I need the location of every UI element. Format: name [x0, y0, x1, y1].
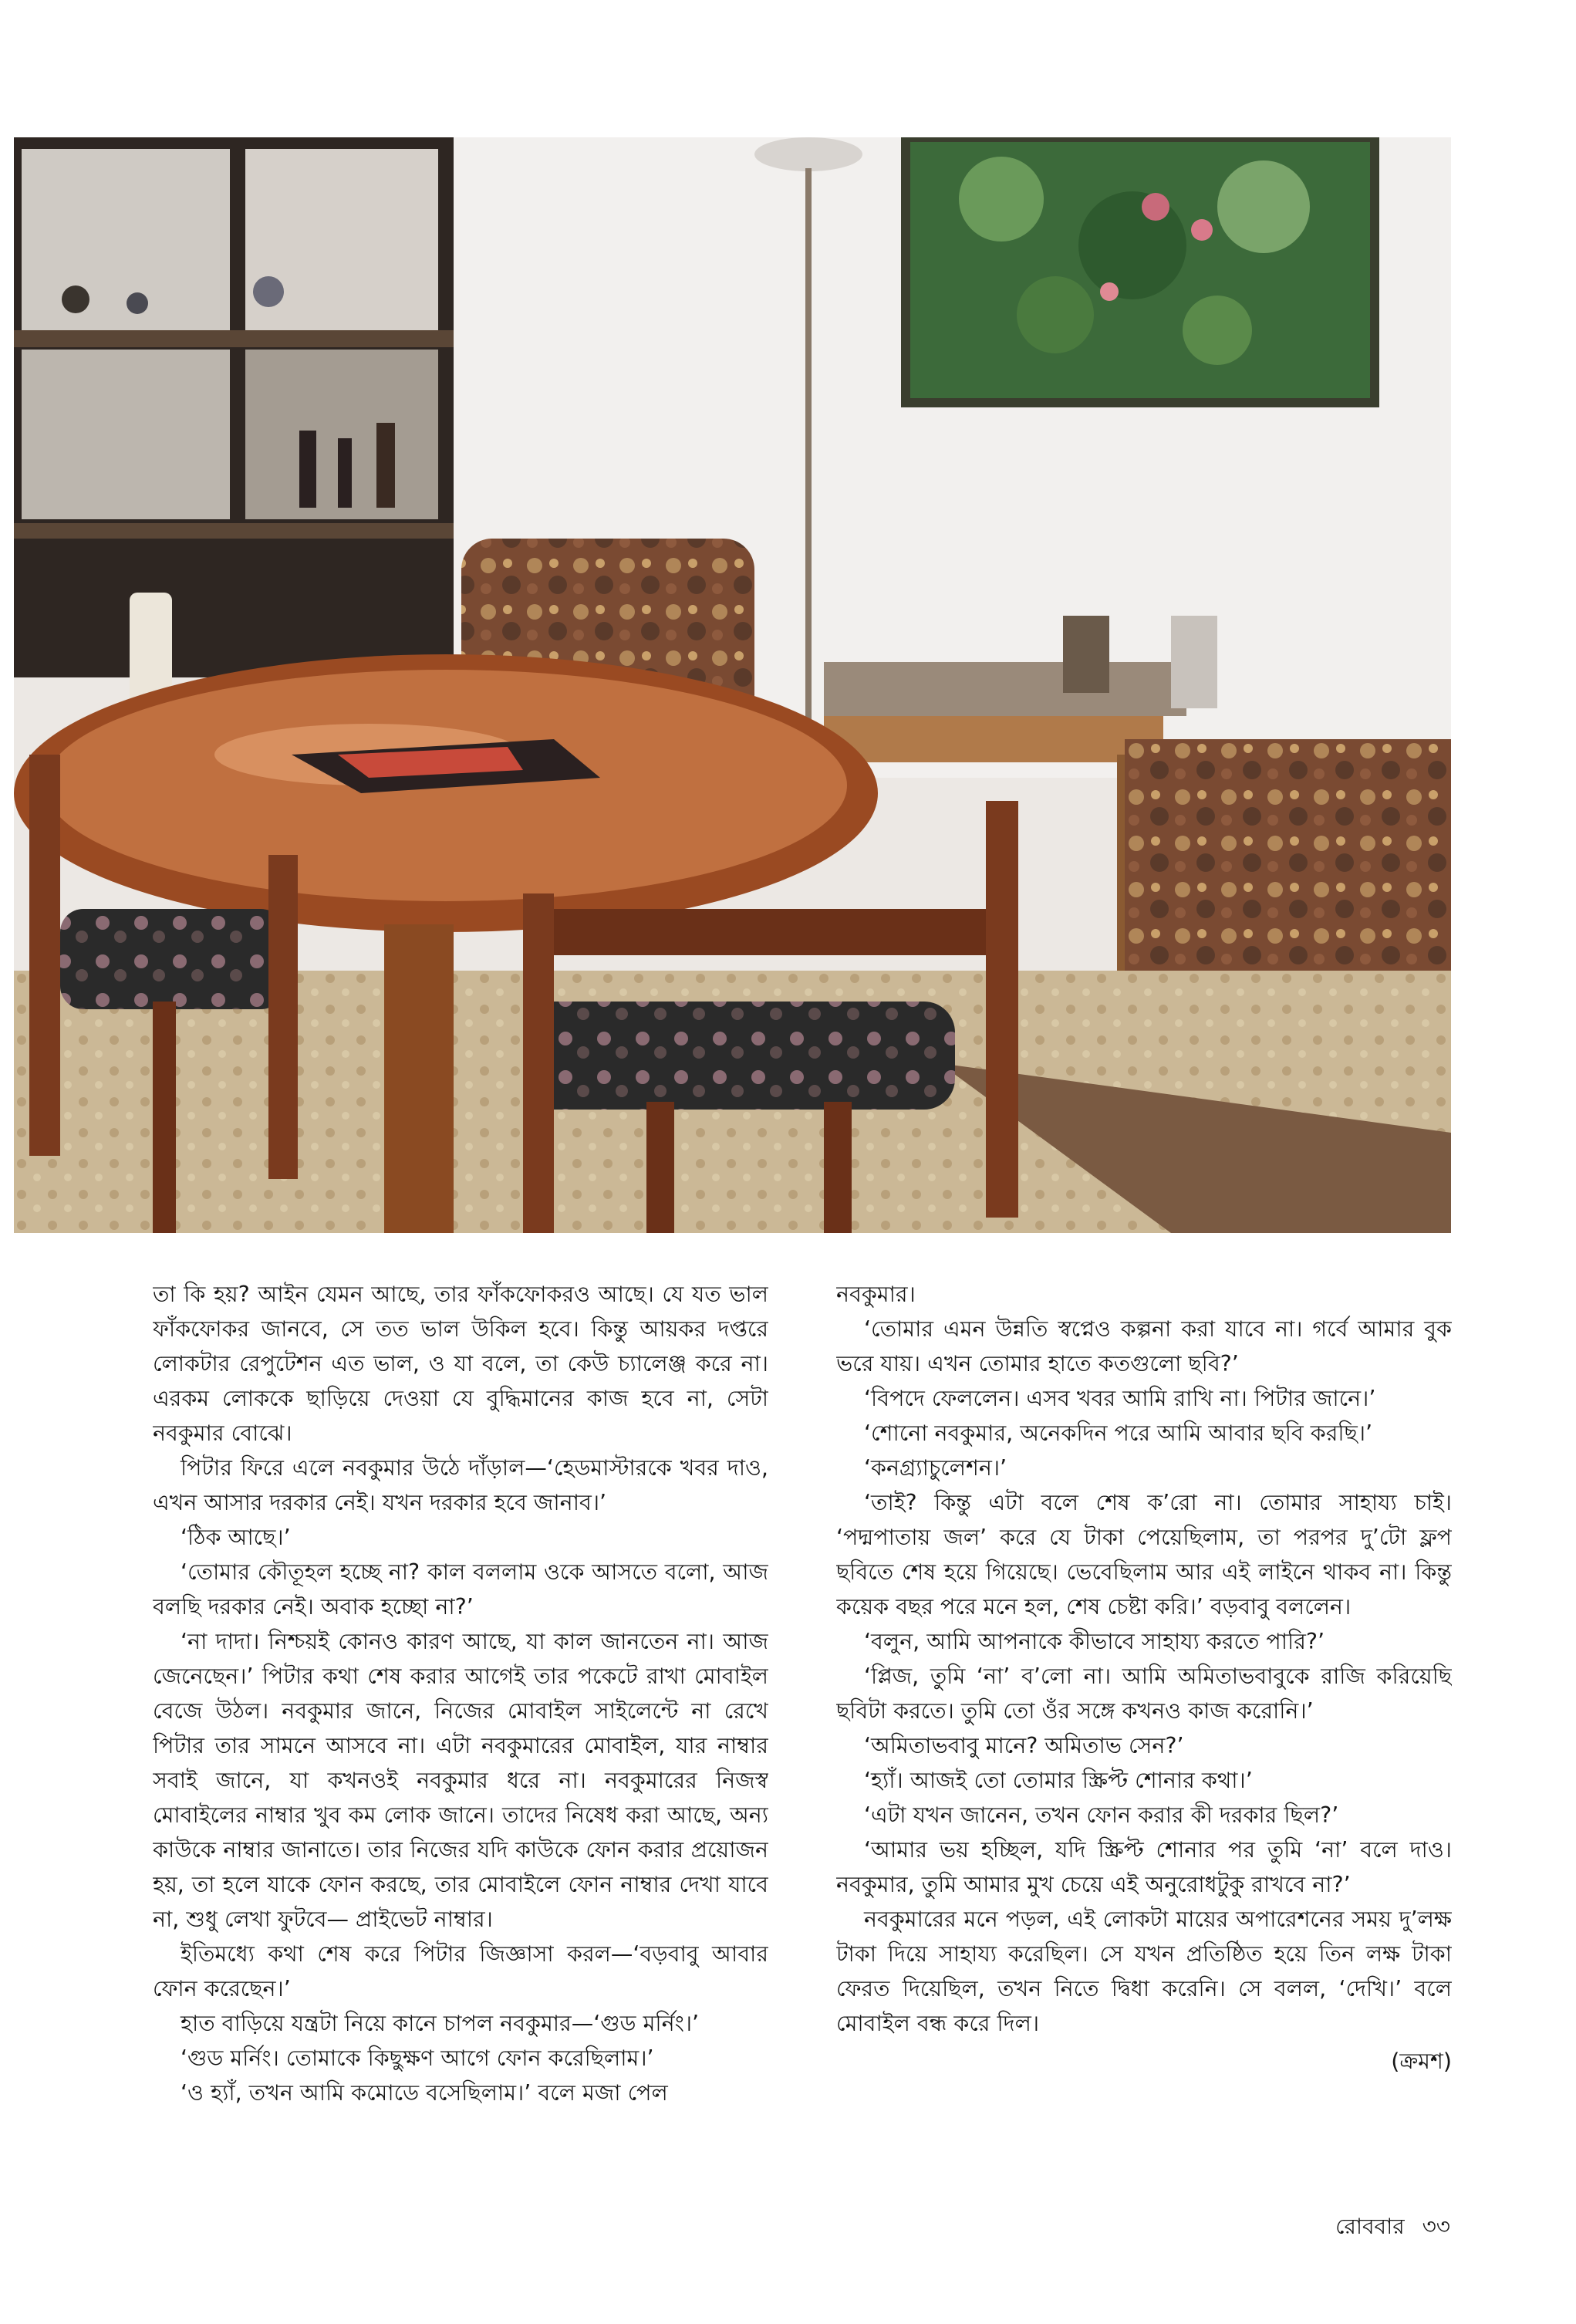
paragraph: ‘ও হ্যাঁ, তখন আমি কমোডে বসেছিলাম।’ বলে মজা পেল — [181, 2080, 668, 2106]
paragraph: তা কি হয়? আইন যেমন আছে, তার ফাঁকফোকরও আছে। যে যত ভাল ফাঁকফোকর জানবে, সে তত ভাল উকিল হবে। কিন্তু আয়কর দপ্তরে লোকটার রেপুটেশন এত ভাল, ও যা বলে, তা কেউ চ্যালেঞ্জ করে না। এরকম লোককে ছাড়িয়ে দেওয়া যে বুদ্ধিমানের কাজ হবে না, সেটা নবকুমার বোঝে। — [153, 1282, 768, 1446]
paragraph: ‘কনগ্র্যাচুলেশন।’ — [864, 1455, 1007, 1481]
paragraph: ‘না দাদা। নিশ্চয়ই কোনও কারণ আছে, যা কাল জানতেন না। আজ জেনেছেন।’ পিটার কথা শেষ করার আগেই তার পকেটে রাখা মোবাইল বেজে উঠল। নবকুমার জানে, নিজের মোবাইল সাইলেন্টে না রেখে পিটার তার সামনে আসবে না। এটা নবকুমারের মোবাইল, যার নাম্বার সবাই জানে, যা কখনওই নবকুমার ধরে না। নবকুমারের নিজস্ব মোবাইলের নাম্বার খুব কম লোক জানে। তাদের নিষেধ করা আছে, অন্য কাউকে নাম্বার জানাতে। তার নিজের যদি কাউকে ফোন করার প্রয়োজন হয়, তা হলে যাকে ফোন করছে, তার মোবাইলে ফোন নাম্বার দেখা যাবে না, শুধু লেখা ফুটবে— প্রাইভেট নাম্বার। — [153, 1629, 768, 1932]
paragraph: ‘বলুন, আমি আপনাকে কীভাবে সাহায্য করতে পারি?’ — [864, 1629, 1325, 1654]
paragraph: ‘হ্যাঁ। আজই তো তোমার স্ক্রিপ্ট শোনার কথা।’ — [864, 1768, 1253, 1793]
paragraph: ‘শোনো নবকুমার, অনেকদিন পরে আমি আবার ছবি করছি।’ — [864, 1420, 1373, 1446]
continued-note: (ক্রমশ) — [1391, 2049, 1452, 2074]
page-number: ৩৩ — [1422, 2214, 1450, 2239]
paragraph-continued: নবকুমার। — [836, 1282, 916, 1307]
paragraph: ‘গুড মর্নিং। তোমাকে কিছুক্ষণ আগে ফোন করেছিলাম।’ — [181, 2045, 654, 2071]
text-column-right — [836, 1277, 1452, 2164]
paragraph: ‘অমিতাভবাবু মানে? অমিতাভ সেন?’ — [864, 1733, 1184, 1758]
paragraph: ‘তাই? কিন্তু এটা বলে শেষ ক’রো না। তোমার সাহায্য চাই। ‘পদ্মপাতায় জল’ করে যে টাকা পেয়েছিলাম, তা পরপর দু’টো ফ্লপ ছবিতে শেষ হয়ে গিয়েছে। ভেবেছিলাম আর এই লাইনে থাকব না। কিন্তু কয়েক বছর পরে মনে হল, শেষ চেষ্টা করি।’ বড়বাবু বললেন। — [836, 1490, 1452, 1620]
paragraph: ‘তোমার কৌতূহল হচ্ছে না? কাল বললাম ওকে আসতে বলো, আজ বলছি দরকার নেই। অবাক হচ্ছো না?’ — [153, 1559, 768, 1620]
paragraph: নবকুমারের মনে পড়ল, এই লোকটা মায়ের অপারেশনের সময় দু’লক্ষ টাকা দিয়ে সাহায্য করেছিল। সে যখন প্রতিষ্ঠিত হয়ে তিন লক্ষ টাকা ফেরত দিয়েছিল, তখন নিতে দ্বিধা করেনি। সে বলল, ‘দেখি।’ বলে মোবাইল বন্ধ করে দিল। — [836, 1907, 1452, 2036]
paragraph: পিটার ফিরে এলে নবকুমার উঠে দাঁড়াল—‘হেডমাস্টারকে খবর দাও, এখন আসার দরকার নেই। যখন দরকার হবে জানাব।’ — [153, 1455, 768, 1515]
magazine-name: রোববার — [1335, 2214, 1405, 2239]
paragraph: ‘বিপদে ফেললেন। এসব খবর আমি রাখি না। পিটার জানে।’ — [864, 1386, 1376, 1411]
paragraph: হাত বাড়িয়ে যন্ত্রটা নিয়ে কানে চাপল নবকুমার—‘গুড মর্নিং।’ — [181, 2011, 700, 2036]
watercolor-illustration-dining-room — [14, 137, 1451, 1233]
paragraph: ‘আমার ভয় হচ্ছিল, যদি স্ক্রিপ্ট শোনার পর তুমি ‘না’ বলে দাও। নবকুমার, তুমি আমার মুখ চেয়ে এই অনুরোধটুকু রাখবে না?’ — [836, 1837, 1452, 1897]
paragraph: ‘তোমার এমন উন্নতি স্বপ্নেও কল্পনা করা যাবে না। গর্বে আমার বুক ভরে যায়। এখন তোমার হাতে কতগুলো ছবি?’ — [836, 1316, 1452, 1376]
page-footer — [1335, 2210, 1450, 2246]
paragraph: ‘ঠিক আছে।’ — [181, 1525, 291, 1550]
paragraph: ‘প্লিজ, তুমি ‘না’ ব’লো না। আমি অমিতাভবাবুকে রাজি করিয়েছি ছবিটা করতে। তুমি তো ওঁর সঙ্গে কখনও কাজ করোনি।’ — [836, 1664, 1452, 1724]
text-column-left — [153, 1277, 768, 2164]
paragraph: ইতিমধ্যে কথা শেষ করে পিটার জিজ্ঞাসা করল—‘বড়বাবু আবার ফোন করেছেন।’ — [153, 1941, 768, 2001]
paragraph: ‘এটা যখন জানেন, তখন ফোন করার কী দরকার ছিল?’ — [864, 1802, 1339, 1828]
